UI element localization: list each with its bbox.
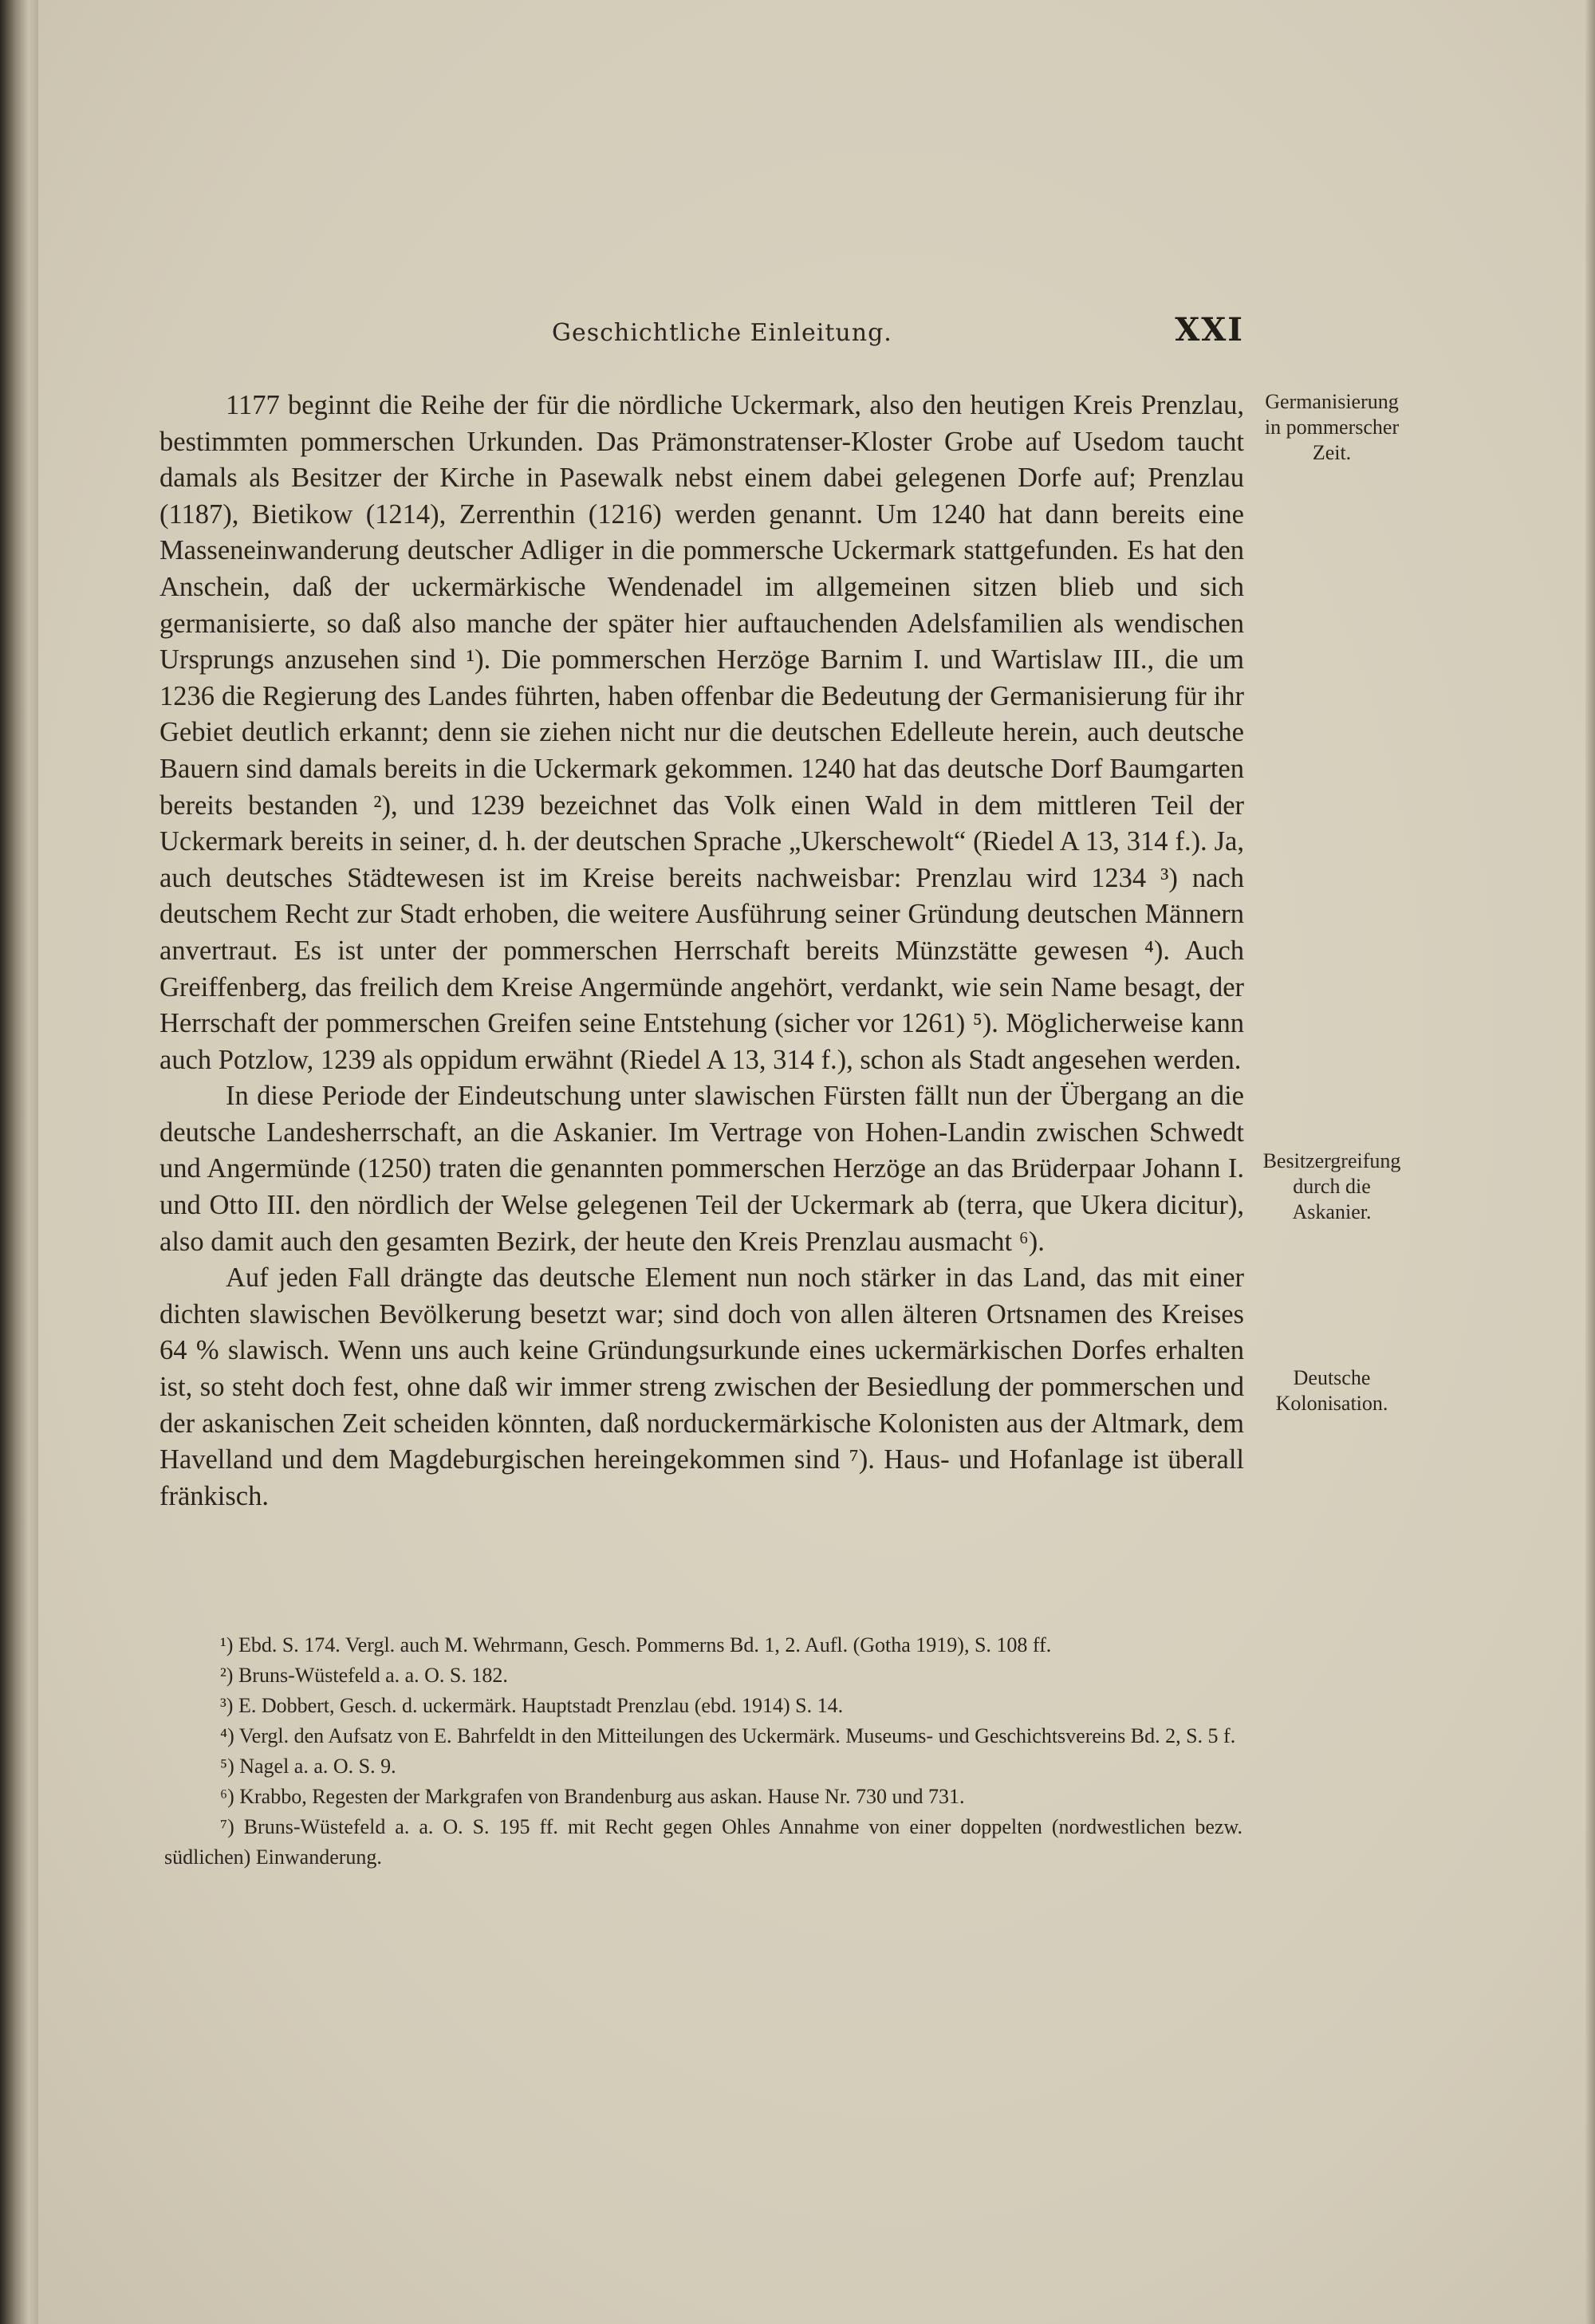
footnote-5: ⁵) Nagel a. a. O. S. 9. [220,1755,396,1778]
sidenote-germanisierung: Germanisierung in pommerscher Zeit. [1264,390,1400,464]
sidenote-besitzergreifung: Besitzergreifung durch die Askanier. [1262,1149,1401,1223]
footnote-4: ⁴) Vergl. den Aufsatz von E. Bahrfeldt in den Mitteilungen des Uckermärk. Museums- und Geschichtsvereins Bd. 2, S. 5 f. [220,1724,1236,1747]
paragraph-askanier: In diese Periode der Eindeutschung unter slawischen Fürsten fällt nun der Übergang an die deutsche Landesherrschaft, an die Askanier. Im Vertrage von Hohen-Landin zwischen Schwedt und Angermünde (1250) traten die genannten pommerschen Herzöge an das Brüderpaar Johann I. und Otto III. den nördlich der Welse gelegenen Teil der Uckermark ab (terra, que Ukera dicitur), also damit auch den gesamten Bezirk, der heute den Kreis Prenzlau ausmacht ⁶). [160,1081,1244,1257]
footnote-1: ¹) Ebd. S. 174. Vergl. auch M. Wehrmann, Gesch. Pommerns Bd. 1, 2. Aufl. (Gotha 1919), S. 108 ff. [220,1633,1052,1656]
book-spine-edge [0,0,38,2324]
footnotes [164,1630,1243,1873]
footnote-2: ²) Bruns-Wüstefeld a. a. O. S. 182. [220,1664,508,1687]
page-edge-shadow [1585,0,1595,2324]
main-text [160,388,1244,1515]
footnote-6: ⁶) Krabbo, Regesten der Markgrafen von Brandenburg aus askan. Hause Nr. 730 und 731. [220,1785,965,1808]
footnote-3: ³) E. Dobbert, Gesch. d. uckermärk. Hauptstadt Prenzlau (ebd. 1914) S. 14. [220,1694,844,1717]
page-number: XXI [1175,311,1244,349]
paragraph-kolonisation: Auf jeden Fall drängte das deutsche Element nun noch stärker in das Land, das mit einer dichten slawischen Bevölkerung besetzt war; sind doch von allen älteren Ortsnamen des Kreises 64 % slawisch. Wenn uns auch keine Gründungsurkunde eines uckermärkischen Dorfes erhalten ist, so steht doch fest, ohne daß wir immer streng zwischen der Besiedlung der pommerschen und der askanischen Zeit scheiden könnten, daß norduckermärkische Kolonisten aus der Altmark, dem Havelland und dem Magdeburgischen hereingekommen sind ⁷). Haus- und Hofanlage ist überall fränkisch. [160,1262,1244,1511]
paragraph-germanisierung: 1177 beginnt die Reihe der für die nördliche Uckermark, also den heutigen Kreis Prenzlau, bestimmten pommerschen Urkunden. Das Prämonstratenser-Kloster Grobe auf Usedom taucht damals als Besitzer der Kirche in Pasewalk nebst einem dabei gelegenen Dorfe auf; Prenzlau (1187), Bietikow (1214), Zerrenthin (1216) werden genannt. Um 1240 hat dann bereits eine Masseneinwanderung deutscher Adliger in die pommersche Uckermark stattgefunden. Es hat den Anschein, daß der uckermärkische Wendenadel im allgemeinen sitzen blieb und sich germanisierte, so daß also manche der später hier auftauchenden Adelsfamilien als wendischen Ursprungs anzusehen sind ¹). Die pommerschen Herzöge Barnim I. und Wartislaw III., die um 1236 die Regierung des Landes führten, haben offenbar die Bedeutung der Germanisierung für ihr Gebiet deutlich erkannt; denn sie ziehen nicht nur die deutschen Edelleute herein, auch deutsche Bauern sind damals bereits in die Uckermark gekommen. 1240 hat das deutsche Dorf Baumgarten bereits bestanden ²), und 1239 bezeichnet das Volk einen Wald in dem mittleren Teil der Uckermark bereits in seiner, d. h. der deutschen Sprache „Ukerschewolt“ (Riedel A 13, 314 f.). Ja, auch deutsches Städtewesen ist im Kreise bereits nachweisbar: Prenzlau wird 1234 ³) nach deutschem Recht zur Stadt erhoben, die weitere Ausführung seiner Gründung deutschen Männern anvertraut. Es ist unter der pommerschen Herrschaft bereits Münzstätte gewesen ⁴). Auch Greiffenberg, das freilich dem Kreise Angermünde angehört, verdankt, wie sein Name besagt, der Herrschaft der pommerschen Greifen seine Entstehung (sicher vor 1261) ⁵). Möglicherweise kann auch Potzlow, 1239 als oppidum erwähnt (Riedel A 13, 314 f.), schon als Stadt angesehen werden. [160,390,1244,1075]
sidenote-kolonisation: Deutsche Kolonisation. [1275,1366,1388,1415]
running-header: Geschichtliche Einleitung. [552,319,892,347]
footnote-7: ⁷) Bruns-Wüstefeld a. a. O. S. 195 ff. mit Recht gegen Ohles Annahme von einer doppelten (nordwestlichen bezw. südlichen) Einwanderung. [164,1815,1243,1869]
